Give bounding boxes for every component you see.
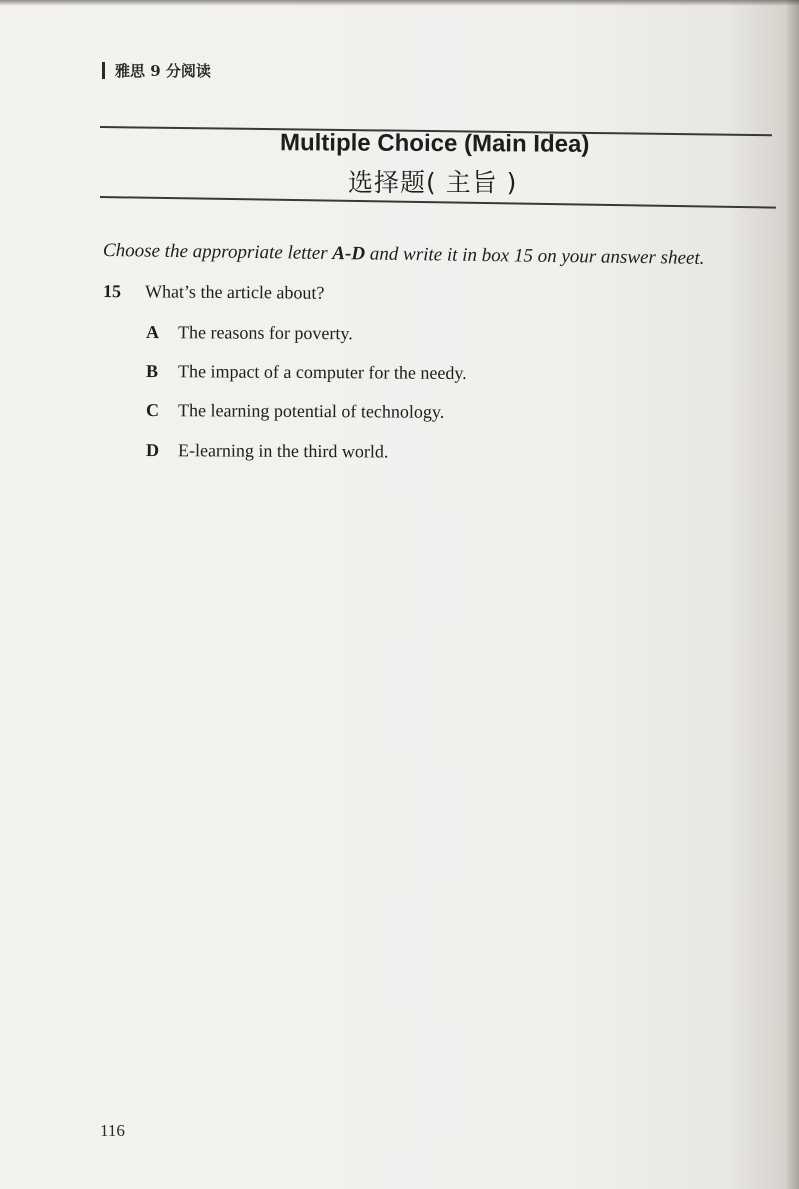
page-edge [787,0,799,1189]
instruction [103,240,705,270]
question-15 [103,281,325,304]
option-b [146,361,467,384]
option-letter: D [145,440,160,461]
running-head-text: 雅思 9 分阅读 [115,62,211,80]
option-text: The learning potential of technology. [177,400,445,422]
instruction-part1: Choose the appropriate letter [102,240,333,265]
option-a [146,322,353,344]
option-c [146,400,444,423]
section-subtitle: 选择题( 主旨 ) [348,168,518,197]
top-shadow [0,0,799,6]
question-number: 15 [102,281,122,302]
option-letter: B [145,361,159,382]
option-text: E-learning in the third world. [177,440,389,462]
section-title: Multiple Choice (Main Idea) [279,129,590,158]
option-letter: A [145,322,160,343]
option-letter: C [145,400,160,421]
option-d [146,440,389,462]
option-text: The reasons for poverty. [177,322,353,344]
question-text: What’s the article about? [144,281,325,303]
instruction-part2: and write it in box 15 on your answer sheet. [364,243,705,269]
running-head [102,60,211,81]
instruction-letters: A-D [332,243,366,265]
option-text: The impact of a computer for the needy. [177,361,467,383]
running-head-bar [102,62,105,79]
page-number: 116 [100,1121,125,1140]
